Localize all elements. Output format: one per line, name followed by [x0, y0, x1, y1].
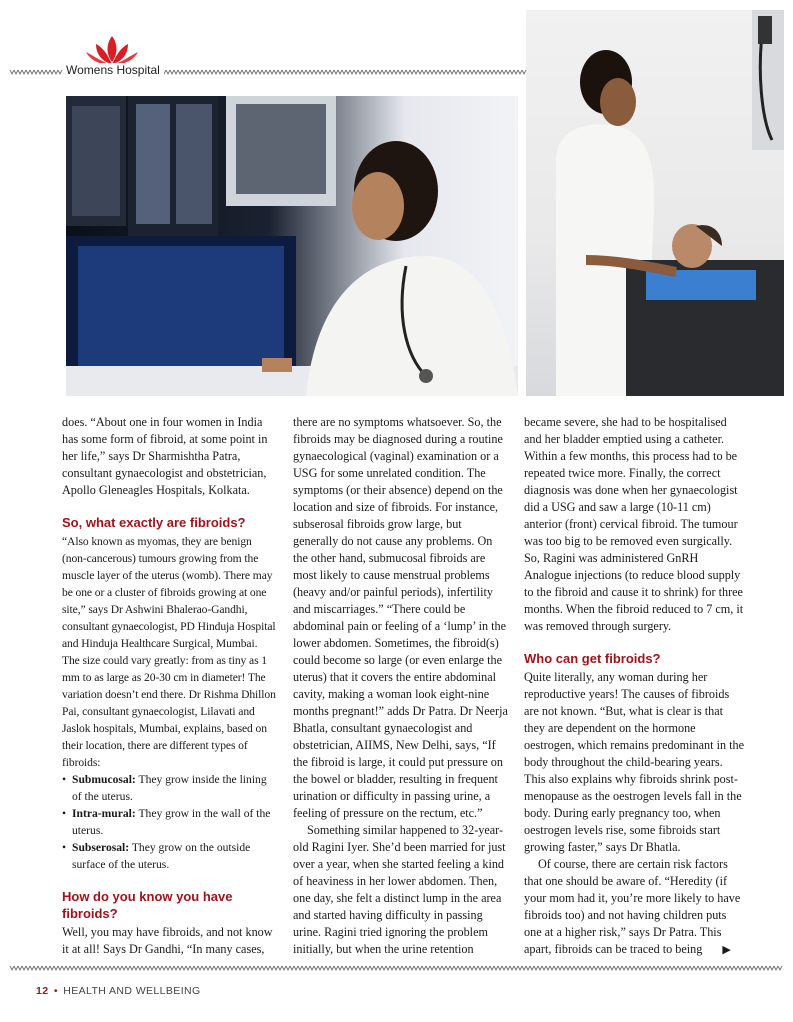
doctor-at-desk-photo [66, 96, 518, 396]
section-heading-who-can-get: Who can get fibroids? [524, 651, 661, 666]
bullet-term: Submucosal: [72, 773, 136, 786]
treatment-paragraph: became severe, she had to be hospitalised and her bladder emptied using a catheter. Within a few months, this process had to be repeated twice more. Finally, the correct diagnosis was done when her gynaecologist did a USG and saw a large (10-11 cm) anterior (front) cervical fibroid. The tumour was too big to be removed even surgically. So, Ragini was administered GnRH Analogue injections (to reduce blood supply to the fibroid and cause it to shrink) for three months. When the fibroid reduced to 7 cm, it was removed through surgery. [524, 415, 744, 633]
section-heading-how-do-you-know: How do you know you have fibroids? [62, 889, 233, 921]
doctor-examining-patient-photo [526, 10, 784, 396]
section-name: HEALTH AND WELLBEING [63, 985, 201, 997]
risk-factors-text: Of course, there are certain risk factors that one should be aware of. “Heredity (if your mom had it, you’re more likely to have fibroids too) and not having children puts one at a higher risk,” says Dr Patra. This apart, fibroids can be traced to being [524, 857, 741, 956]
risk-factors-paragraph [524, 856, 744, 959]
know-paragraph: Well, you may have fibroids, and not know it at all! Says Dr Gandhi, “In many cases, [62, 925, 273, 956]
bullet-term: Intra-mural: [72, 807, 136, 820]
intro-paragraph: does. “About one in four women in India has some form of fibroid, at some point in her life,” says Dr Sharmishtha Patra, consultant gynaecologist and obstetrician, Apollo Gleneagles Hospitals, Kolkata. [62, 415, 268, 497]
symptoms-paragraph: there are no symptoms whatsoever. So, the fibroids may be diagnosed during a routine gynaecological (vaginal) examination or a USG for some unrelated condition. The symptoms (or their absence) depend on the location and size of fibroids. For instance, subserosal fibroids grow large, but generally do not cause any problems. On the other hand, submucosal fibroids are most likely to cause menstrual problems (heavy and/or painful periods), infertility and miscarriages.” “There could be abdominal pain or feeling of a ‘lump’ in the lower abdomen. Sometimes, the fibroid(s) could become so large (or even enlarge the uterus) that it covers the entire abdominal cavity, making a woman look eight-nine months pregnant!” adds Dr Patra. Dr Neerja Bhatla, consultant gynaecologist and obstetrician, AIIMS, New Delhi, says, “If the fibroid is large, it could put pressure on the bowel or bladder, resulting in frequent urination or difficulty in passing urine, a feeling of pressure on the rectum, etc.” [293, 415, 508, 820]
fibroids-definition-paragraph: “Also known as myomas, they are benign (non-cancerous) tumours growing from the muscle layer of the uterus (womb). There may be one or a cluster of fibroids growing at one site,” says Dr Ashwini Bhalerao-Gandhi, consultant gynaecologist, PD Hinduja Hospital and Hinduja Healthcare Surgical, Mumbai. The size could vary greatly: from as tiny as 1 mm to as large as 20-30 cm in diameter! The variation doesn’t end there. Dr Rishma Dhillon Pai, consultant gynaecologist, Lilavati and Jaslok hospitals, Mumbai, explains, based on their location, there are different types of fibroids: [62, 535, 276, 769]
list-item [62, 839, 276, 873]
hospital-section-label: Womens Hospital [62, 63, 164, 77]
footer-divider [10, 965, 782, 971]
bullet-text: They grow in the wall of the uterus. [72, 807, 271, 837]
article-column-3 [524, 414, 744, 959]
article-column-1 [62, 414, 276, 958]
section-heading-what-are-fibroids: So, what exactly are fibroids? [62, 515, 246, 530]
who-paragraph: Quite literally, any woman during her reproductive years! The causes of fibroids are not known. “But, what is clear is that they are dependent on the hormone oestrogen, which remains predominant in the body throughout the child-bearing years. This also explains why fibroids shrink post-menopause as the oestrogen levels fall in the body. During early pregnancy too, when oestrogen levels rise, some fibroids start growing faster,” says Dr Bhatla. [524, 670, 744, 854]
bullet-term: Subserosal: [72, 841, 130, 854]
bullet-text: They grow inside the lining of the uterus. [72, 773, 267, 803]
article-column-2 [293, 414, 508, 958]
page-footer [36, 985, 201, 997]
bullet-text: They grow on the outside surface of the uterus. [72, 841, 251, 871]
list-item [62, 771, 276, 805]
ragini-story-paragraph: Something similar happened to 32-year-old Ragini Iyer. She’d been married for just over a year, when she started feeling a kind of heaviness in her lower abdomen. Then, one day, she felt a distinct lump in the area and started having difficulty in passing urine. Ragini tried ignoring the problem initially, but when the urine retention [293, 823, 506, 956]
page-number: 12 [36, 985, 49, 997]
continue-arrow-icon: ▶ [722, 944, 731, 956]
footer-separator: • [53, 985, 58, 997]
list-item [62, 805, 276, 839]
